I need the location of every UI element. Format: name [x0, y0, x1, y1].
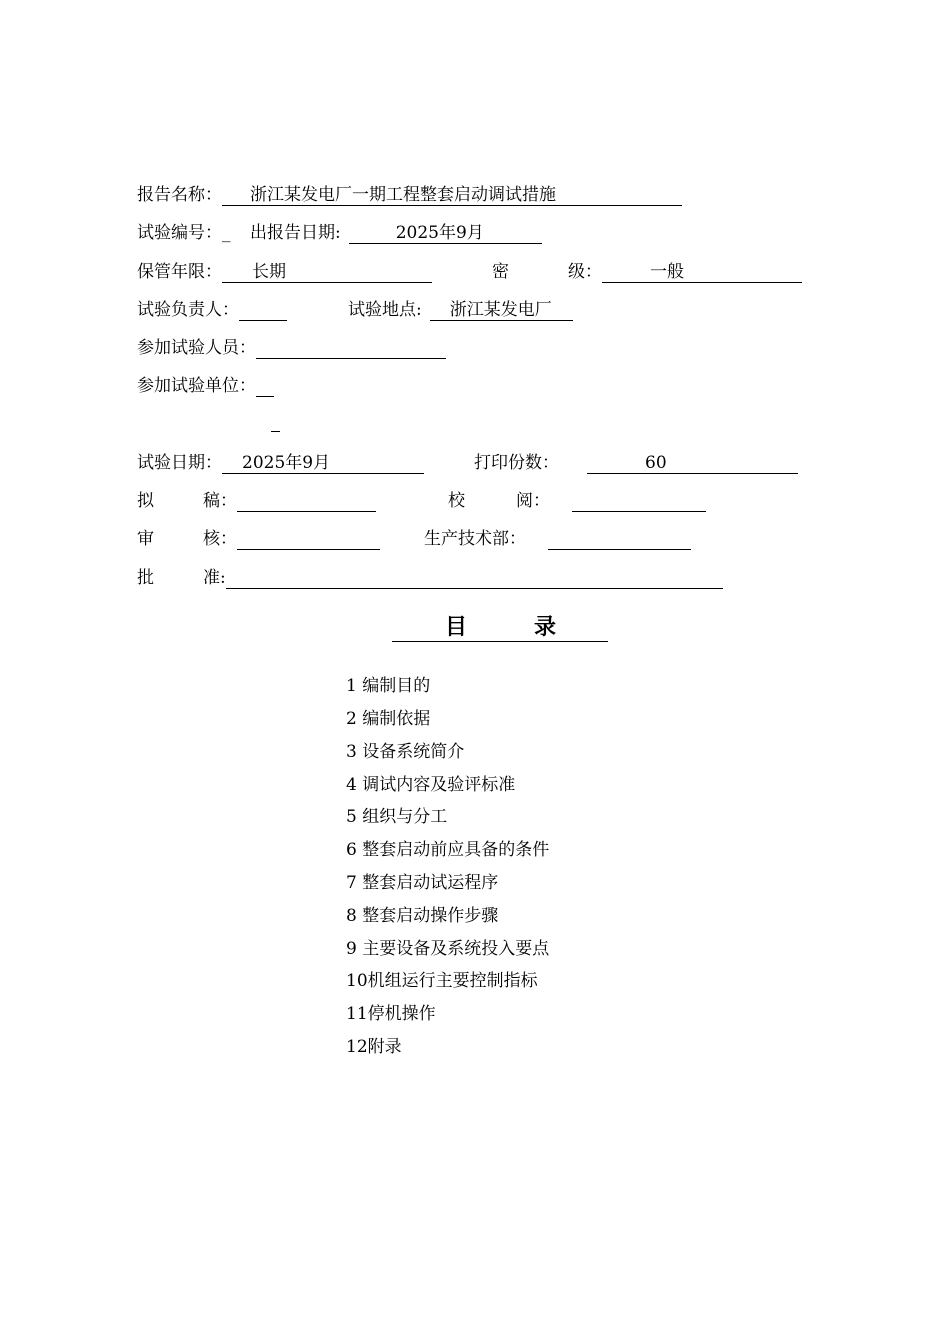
approve-row	[137, 567, 154, 589]
retention-value: 长期	[252, 262, 286, 282]
report-date-group	[250, 222, 542, 244]
report-date-field	[349, 222, 542, 244]
retention-row	[137, 261, 432, 283]
copies-field	[587, 452, 798, 474]
review-label-2: 核：	[203, 529, 237, 549]
toc-item-8[interactable]: 8 整套启动操作步骤	[346, 906, 499, 926]
approve-label-2: 准:	[203, 568, 226, 588]
copies-label: 打印份数：	[474, 453, 559, 473]
responsible-field	[239, 299, 287, 321]
report-name-row	[137, 184, 682, 206]
test-date-value: 2025年9月	[242, 453, 331, 473]
draft-group	[203, 490, 376, 512]
secrecy-field	[602, 261, 802, 283]
test-number-label: 试验编号：_	[137, 223, 231, 243]
toc-item-9[interactable]: 9 主要设备及系统投入要点	[346, 939, 550, 959]
toc-item-11[interactable]: 11停机操作	[346, 1004, 436, 1024]
approve-group	[203, 567, 723, 589]
toc-item-2[interactable]: 2 编制依据	[346, 709, 431, 729]
review-group	[203, 528, 380, 550]
test-date-field	[222, 452, 424, 474]
proof-field	[572, 490, 706, 512]
review-field	[237, 528, 380, 550]
toc-item-1[interactable]: 1 编制目的	[346, 676, 431, 696]
toc-item-3[interactable]: 3 设备系统简介	[346, 742, 465, 762]
approve-field	[226, 567, 723, 589]
test-date-row	[137, 452, 424, 474]
draft-label-1: 拟	[137, 491, 154, 511]
draft-row	[137, 490, 154, 512]
draft-label-2: 稿：	[203, 491, 237, 511]
report-date-label: 出报告日期:	[250, 223, 341, 243]
approve-label-1: 批	[137, 568, 154, 588]
proof-label-1: 校	[448, 491, 465, 511]
toc-item-7[interactable]: 7 整套启动试运程序	[346, 873, 499, 893]
production-label: 生产技术部：	[424, 529, 526, 549]
secrecy-group	[568, 261, 802, 283]
location-value: 浙江某发电厂	[449, 300, 552, 320]
responsible-row	[137, 299, 287, 321]
toc-title-char-1: 目	[445, 614, 468, 640]
copies-group	[587, 452, 798, 474]
secrecy-label-1: 密	[492, 262, 509, 282]
proof-group	[516, 490, 706, 512]
production-group	[424, 528, 691, 550]
units-label: 参加试验单位：	[137, 376, 256, 396]
toc-item-4[interactable]: 4 调试内容及验评标准	[346, 775, 516, 795]
test-date-label: 试验日期：	[137, 453, 222, 473]
participants-row	[137, 337, 446, 359]
report-name-value: 浙江某发电厂一期工程整套启动调试措施	[250, 185, 556, 205]
toc-item-10[interactable]: 10机组运行主要控制指标	[346, 971, 538, 991]
toc-title	[392, 613, 608, 642]
production-field	[548, 528, 691, 550]
report-date-value: 2025年9月	[395, 223, 484, 243]
test-number-row	[137, 222, 231, 244]
location-group	[348, 299, 573, 321]
draft-field	[237, 490, 376, 512]
review-label-1: 审	[137, 529, 154, 549]
location-label: 试验地点:	[348, 300, 422, 320]
report-name-label: 报告名称：	[137, 185, 222, 205]
retention-field	[222, 261, 432, 283]
participants-field	[256, 337, 446, 359]
units-field	[256, 375, 274, 397]
toc-item-6[interactable]: 6 整套启动前应具备的条件	[346, 840, 550, 860]
review-row	[137, 528, 154, 550]
units-row	[137, 375, 274, 397]
proof-label-2: 阅：	[516, 491, 550, 511]
responsible-label: 试验负责人：	[137, 300, 239, 320]
participants-label: 参加试验人员：	[137, 338, 256, 358]
location-field	[430, 299, 573, 321]
retention-label: 保管年限：	[137, 262, 222, 282]
copies-value: 60	[645, 453, 667, 473]
units-field-continuation	[271, 431, 280, 432]
secrecy-value: 一般	[650, 262, 684, 282]
toc-item-5[interactable]: 5 组织与分工	[346, 807, 448, 827]
report-name-field	[222, 184, 682, 206]
toc-title-char-2: 录	[534, 614, 557, 640]
toc-item-12[interactable]: 12附录	[346, 1037, 402, 1057]
secrecy-label-2: 级：	[568, 262, 602, 282]
